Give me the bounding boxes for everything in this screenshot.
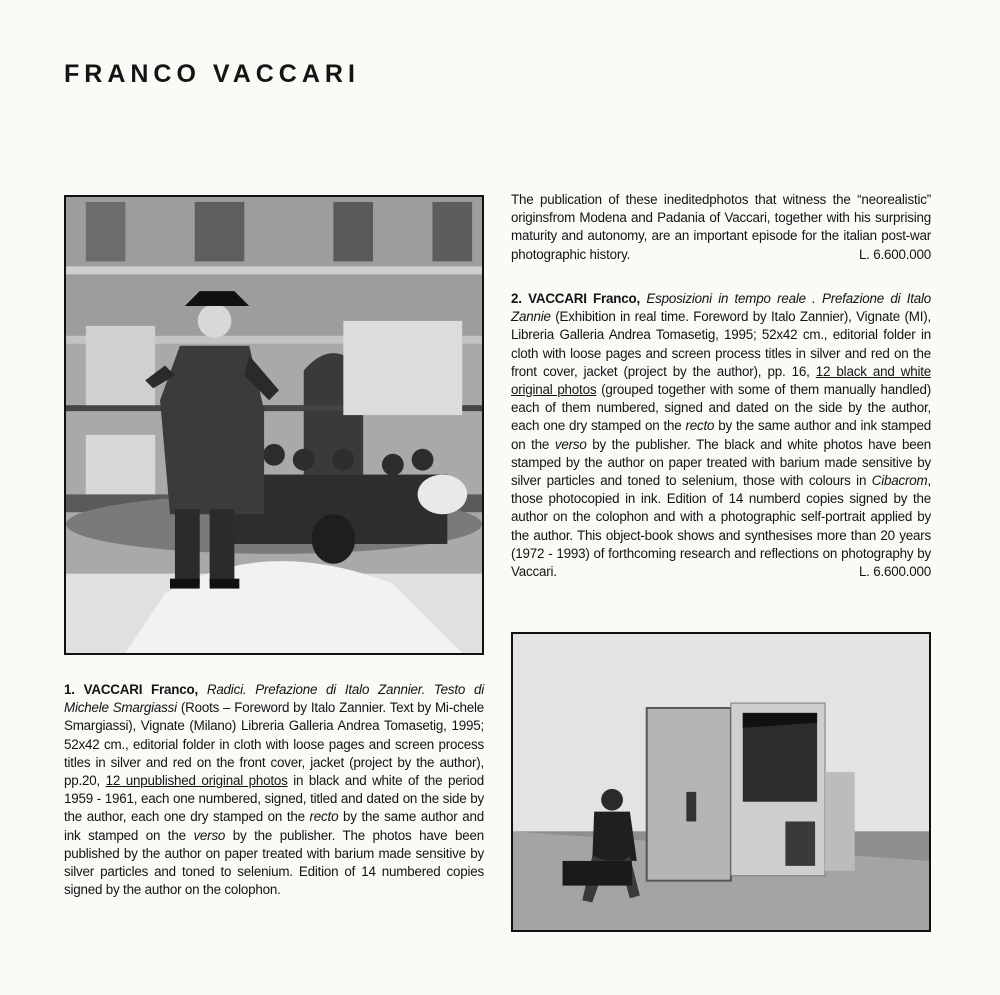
- object-book-photo-image: [513, 634, 929, 930]
- intro-price: L. 6.600.000: [858, 246, 931, 262]
- catalog-entry-2: [511, 290, 931, 581]
- entry-2-text-d: by the publisher. The black and white photos have been stamped by the author on paper treated with barium made sensitive by silver particles and toned to selenium, those with colours in: [511, 436, 931, 489]
- entry-1-text-a: (Roots – Foreword by Italo Zannier. Text by Mi-chele Smargiassi), Vignate (Milano) Libreria Galleria Andrea Tomasetig, 1995; 52x42 cm., editorial folder in cloth with loose pages and screen process titles in silver and red on the front cover, jacket (project by the author), pp.20,: [64, 700, 484, 789]
- entry-1-photos-link: 12 unpublished original photos: [105, 773, 288, 789]
- entry-2-number: 2.: [511, 291, 522, 306]
- page-title: FRANCO VACCARI: [64, 60, 360, 88]
- photo-street-fair: [64, 195, 484, 655]
- catalog-entry-1: [64, 681, 484, 899]
- entry-1-text-b: in black and white of the period 1959 - 1961, each one numbered, signed, titled and dated on the side by the author, each one dry stamped on the: [64, 773, 484, 825]
- entry-2-photos-link: 12 black and white original photos: [511, 363, 931, 398]
- entry-2-price: L. 6.600.000: [858, 564, 931, 580]
- entry-2-cibacrom: Cibacrom: [871, 473, 928, 489]
- entry-2-text-e: , those photocopied in ink. Edition of 14 numberd copies signed by the author on the colophon and with a photographic self-portrait applied by the author. This object-book shows and synthesises more than 20 years (1972 - 1993) of forthcoming research and reflections on photography by Vaccari.: [511, 473, 931, 580]
- photo-object-book: [511, 632, 931, 932]
- entry-1-author: VACCARI Franco,: [83, 682, 199, 697]
- entry-2-recto: recto: [685, 418, 715, 434]
- intro-text: The publication of these ineditedphotos that witness the “neorealistic” originsfrom Modena and Padania of Vaccari, together with his surprising maturity and autonomy, are an important episode for the italian post-war photographic history.: [511, 192, 931, 262]
- entry-1-title: Radici. Prefazione di Italo Zannier. Testo di Michele Smargiassi: [64, 682, 484, 716]
- entry-2-verso: verso: [554, 436, 587, 452]
- intro-paragraph: [511, 191, 931, 264]
- street-fair-photo-image: [66, 197, 482, 653]
- entry-2-text-a: (Exhibition in real time. Foreword by Italo Zannier), Vignate (MI), Libreria Galleria Andrea Tomasetig, 1995; 52x42 cm., editorial folder in cloth with loose pages and screen process titles in silver and red on the front cover, jacket (project by the author), pp. 16,: [511, 309, 931, 379]
- entry-1-number: 1.: [64, 682, 75, 697]
- entry-2-title: Esposizioni in tempo reale . Prefazione di Italo Zannie: [511, 291, 932, 325]
- entry-1-verso: verso: [193, 827, 226, 843]
- entry-1-recto: recto: [309, 809, 339, 825]
- entry-1-text-c: by the same author and ink stamped on the: [64, 809, 484, 843]
- entry-2-text-c: by the same author and ink stamped on the: [511, 418, 931, 452]
- entry-2-author: VACCARI Franco,: [528, 291, 641, 306]
- entry-1-text-d: by the publisher. The photos have been published by the author on paper treated with barium made sensitive by silver particles and toned to selenium. Edition of 14 numbered copies signed by the author on the colophon.: [64, 827, 484, 898]
- entry-2-text-b: (grouped together with some of them manually handled) each of them numbered, signed and dated on the side by the author, each one dry stamped on the: [511, 382, 931, 434]
